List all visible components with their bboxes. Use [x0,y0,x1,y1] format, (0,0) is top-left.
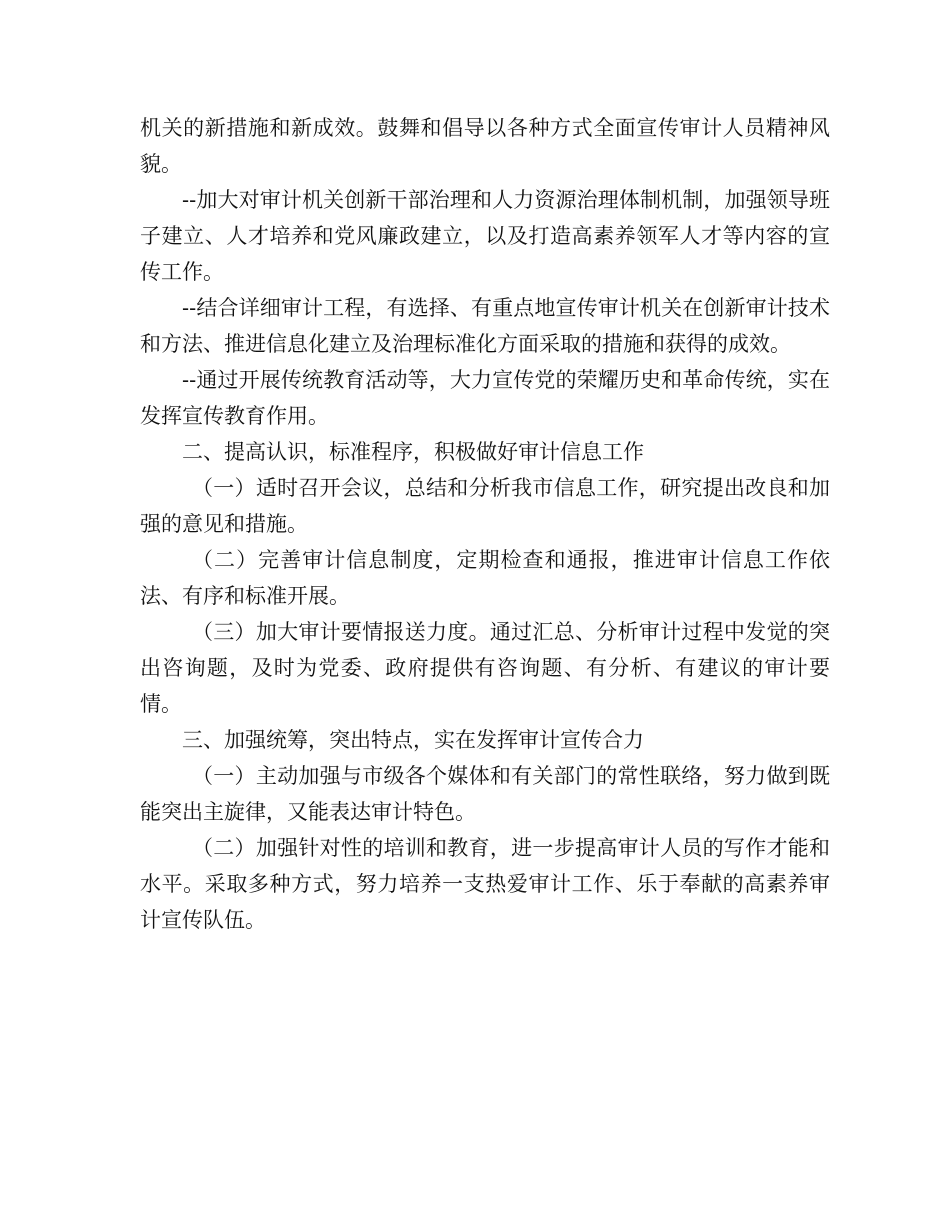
paragraph-bullet-cadre-management: --加大对审计机关创新干部治理和人力资源治理体制机制，加强领导班子建立、人才培养和党风廉政建立，以及打造高素养领军人才等内容的宣传工作。 [140,188,830,284]
document-body [140,110,830,938]
paragraph-2-3: （三）加大审计要情报送力度。通过汇总、分析审计过程中发觉的突出咨询题，及时为党委、政府提供有咨询题、有分析、有建议的审计要情。 [140,620,830,716]
section-heading-3: 三、加强统筹，突出特点，实在发挥审计宣传合力 [182,728,644,752]
paragraph-bullet-audit-projects: --结合详细审计工程，有选择、有重点地宣传审计机关在创新审计技术和方法、推进信息化建立及治理标准化方面采取的措施和获得的成效。 [140,296,830,356]
paragraph-2-2: （二）完善审计信息制度，定期检查和通报，推进审计信息工作依法、有序和标准开展。 [140,548,830,608]
paragraph-continuation: 机关的新措施和新成效。鼓舞和倡导以各种方式全面宣传审计人员精神风貌。 [140,116,830,176]
section-heading-2: 二、提高认识，标准程序，积极做好审计信息工作 [182,440,644,464]
paragraph-2-1: （一）适时召开会议，总结和分析我市信息工作，研究提出改良和加强的意见和措施。 [140,476,830,536]
paragraph-bullet-traditional-education: --通过开展传统教育活动等，大力宣传党的荣耀历史和革命传统，实在发挥宣传教育作用。 [140,368,830,428]
paragraph-3-2: （二）加强针对性的培训和教育，进一步提高审计人员的写作才能和水平。采取多种方式，努力培养一支热爱审计工作、乐于奉献的高素养审计宣传队伍。 [140,836,830,932]
paragraph-3-1: （一）主动加强与市级各个媒体和有关部门的常性联络，努力做到既能突出主旋律，又能表达审计特色。 [140,764,830,824]
